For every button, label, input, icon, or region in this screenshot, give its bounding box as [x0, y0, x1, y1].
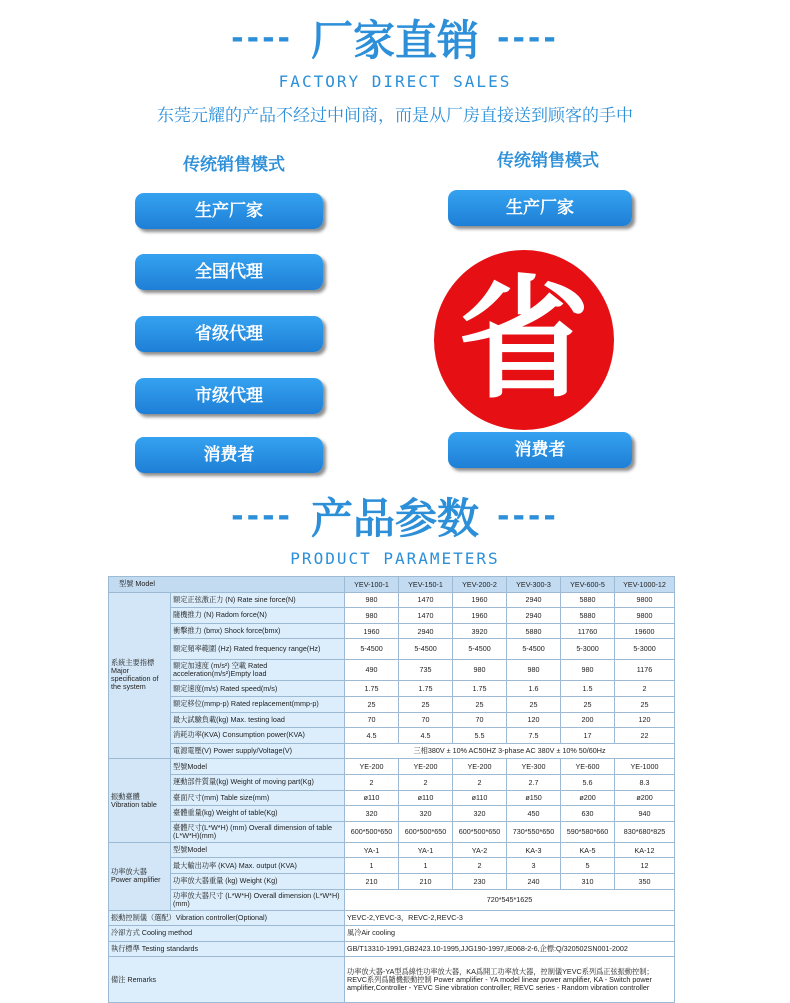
table-cell: 4.5	[399, 728, 453, 744]
table-cell: 630	[561, 806, 615, 822]
table-cell: YA-2	[453, 842, 507, 858]
model-header-cell: YEV-300-3	[507, 577, 561, 593]
table-cell: 1176	[615, 660, 675, 681]
table-cell: 5	[561, 858, 615, 874]
table-cell: ø200	[615, 790, 675, 806]
params-dash-left: ----	[231, 498, 293, 534]
table-cell: ø200	[561, 790, 615, 806]
table-cell: 730*550*650	[507, 821, 561, 842]
table-cell: 940	[615, 806, 675, 822]
table-cell: 25	[561, 696, 615, 712]
table-row	[109, 728, 675, 744]
left-item-city-agent: 市级代理	[135, 378, 323, 414]
table-cell: 1960	[453, 608, 507, 624]
power-value: 三相380V ± 10% AC50HZ 3-phase AC 380V ± 10% 50/60Hz	[345, 743, 675, 759]
table-cell: 2	[345, 774, 399, 790]
table-cell: ø150	[507, 790, 561, 806]
group3-label: 功率放大器 Power amplifier	[109, 842, 171, 910]
table-cell: 1470	[399, 608, 453, 624]
table-row	[109, 660, 675, 681]
table-cell: 22	[615, 728, 675, 744]
table-row	[109, 623, 675, 639]
param-label: 臺面尺寸(mm) Table size(mm)	[171, 790, 345, 806]
left-item-national-agent: 全国代理	[135, 254, 323, 290]
table-cell: KA-5	[561, 842, 615, 858]
heading-dash-left: ----	[231, 20, 293, 56]
table-cell: 490	[345, 660, 399, 681]
table-cell: 980	[345, 592, 399, 608]
table-row	[109, 774, 675, 790]
table-cell: YE-200	[345, 759, 399, 775]
remarks-label: 備注 Remarks	[109, 957, 345, 1003]
table-cell: ø110	[453, 790, 507, 806]
table-cell: YE-600	[561, 759, 615, 775]
param-label: 額定頻率範圍 (Hz) Rated frequency range(Hz)	[171, 639, 345, 660]
table-cell: 25	[507, 696, 561, 712]
factory-direct-heading	[0, 8, 790, 68]
table-cell: ø110	[345, 790, 399, 806]
table-cell: 5880	[561, 592, 615, 608]
model-header-cell: YEV-1000-12	[615, 577, 675, 593]
param-label: 功率放大器重量 (kg) Weight (Kg)	[171, 873, 345, 889]
table-row	[109, 957, 675, 1003]
table-row	[109, 821, 675, 842]
table-cell: 5-4500	[507, 639, 561, 660]
group1-label: 系統主要指標 Major specification of the system	[109, 592, 171, 759]
param-label: 額定正弦激正力 (N) Rate sine force(N)	[171, 592, 345, 608]
controller-value: YEVC-2,YEVC-3，REVC-2,REVC-3	[345, 910, 675, 926]
table-cell: 2	[453, 858, 507, 874]
table-row	[109, 941, 675, 957]
model-header-cell: YEV-600-5	[561, 577, 615, 593]
table-cell: 210	[399, 873, 453, 889]
table-cell: 600*500*650	[399, 821, 453, 842]
table-row	[109, 790, 675, 806]
model-header-cell: YEV-200-2	[453, 577, 507, 593]
spec-table-container	[108, 576, 674, 996]
table-cell: 1960	[345, 623, 399, 639]
table-cell: 210	[345, 873, 399, 889]
param-label: 額定加速度 (m/s²) 空載 Rated acceleration(m/s²)Empty load	[171, 660, 345, 681]
amp-dim-value: 720*545*1625	[345, 889, 675, 910]
table-row	[109, 842, 675, 858]
param-label: 最大試驗負載(kg) Max. testing load	[171, 712, 345, 728]
table-cell: KA-3	[507, 842, 561, 858]
table-row	[109, 873, 675, 889]
table-cell: 70	[399, 712, 453, 728]
param-label: 臺體重量(kg) Weight of table(Kg)	[171, 806, 345, 822]
table-cell: 5880	[507, 623, 561, 639]
table-cell: 5880	[561, 608, 615, 624]
remarks-value: 功率放大器-YA型爲線性功率放大器，KA爲開工功率放大器，控制儀YEVC系列爲正弦振動控制；REVC系列爲隨機振動控制 Power amplifier - YA model linear power amplifier, KA - Switch power amplifier,Controller - YEVC Sine vibration controller; REVC series - Random vibration controller	[345, 957, 675, 1003]
param-label: 運動部件質量(kg) Weight of moving part(Kg)	[171, 774, 345, 790]
table-cell: YE-200	[399, 759, 453, 775]
left-item-manufacturer: 生产厂家	[135, 193, 323, 229]
table-row	[109, 858, 675, 874]
table-header-row	[109, 577, 675, 593]
table-cell: 12	[615, 858, 675, 874]
param-label: 臺體尺寸(L*W*H) (mm) Overall dimension of table (L*W*H)(mm)	[171, 821, 345, 842]
table-cell: 1	[399, 858, 453, 874]
controller-label: 振動控制儀（選配）Vibration controller(Optional)	[109, 910, 345, 926]
table-cell: 2940	[399, 623, 453, 639]
table-cell: 1.75	[453, 681, 507, 697]
table-row	[109, 743, 675, 759]
table-cell: YA-1	[399, 842, 453, 858]
table-cell: 70	[345, 712, 399, 728]
cooling-value: 風冷Air cooling	[345, 926, 675, 942]
model-header-cell: YEV-100-1	[345, 577, 399, 593]
group2-label: 振動臺體 Vibration table	[109, 759, 171, 842]
standards-label: 執行標準 Testing standards	[109, 941, 345, 957]
param-label: 額定移位(mmp-p) Rated replacement(mmp-p)	[171, 696, 345, 712]
table-cell: 1.5	[561, 681, 615, 697]
spec-table	[108, 576, 675, 1003]
group2-body	[109, 759, 675, 842]
right-item-consumer: 消费者	[448, 432, 632, 468]
table-cell: 25	[345, 696, 399, 712]
table-row	[109, 806, 675, 822]
table-cell: KA-12	[615, 842, 675, 858]
param-label: 隨機推力 (N) Radom force(N)	[171, 608, 345, 624]
table-row	[109, 608, 675, 624]
table-cell: YE-1000	[615, 759, 675, 775]
table-cell: YE-300	[507, 759, 561, 775]
right-item-manufacturer: 生产厂家	[448, 190, 632, 226]
table-cell: 240	[507, 873, 561, 889]
table-row	[109, 592, 675, 608]
page-title: 厂家直销	[310, 16, 479, 65]
table-cell: 5-4500	[345, 639, 399, 660]
table-cell: 25	[615, 696, 675, 712]
table-cell: 8.3	[615, 774, 675, 790]
left-item-provincial-agent: 省级代理	[135, 316, 323, 352]
table-cell: 2	[615, 681, 675, 697]
table-cell: 5-3000	[615, 639, 675, 660]
table-cell: 9800	[615, 592, 675, 608]
param-label: 型號Model	[171, 759, 345, 775]
page-subtitle: FACTORY DIRECT SALES	[278, 72, 512, 91]
table-cell: 735	[399, 660, 453, 681]
cooling-label: 冷卻方式 Cooling method	[109, 926, 345, 942]
table-cell: 120	[615, 712, 675, 728]
table-cell: 17	[561, 728, 615, 744]
table-cell: 830*680*825	[615, 821, 675, 842]
table-cell: ø110	[399, 790, 453, 806]
table-cell: 2.7	[507, 774, 561, 790]
table-cell: 310	[561, 873, 615, 889]
model-header-cell: YEV-150-1	[399, 577, 453, 593]
right-column-heading: 传统销售模式	[497, 151, 599, 171]
table-cell: 450	[507, 806, 561, 822]
table-cell: 600*500*650	[345, 821, 399, 842]
table-cell: YE-200	[453, 759, 507, 775]
param-label: 消耗功率(KVA) Consumption power(KVA)	[171, 728, 345, 744]
table-cell: 5.6	[561, 774, 615, 790]
table-cell: 600*500*650	[453, 821, 507, 842]
standards-value: GB/T13310-1991,GB2423.10-1995,JJG190-1997,IE068-2-6,企標:Q/320502SN001-2002	[345, 941, 675, 957]
table-cell: 200	[561, 712, 615, 728]
table-cell: 230	[453, 873, 507, 889]
table-cell: 2940	[507, 608, 561, 624]
table-cell: 5-4500	[399, 639, 453, 660]
table-cell: 320	[345, 806, 399, 822]
table-cell: 980	[561, 660, 615, 681]
table-cell: 3	[507, 858, 561, 874]
param-label: 最大輸出功率 (KVA) Max. output (KVA)	[171, 858, 345, 874]
table-cell: 7.5	[507, 728, 561, 744]
model-header-label: 型號 Model	[109, 577, 345, 593]
table-cell: 70	[453, 712, 507, 728]
table-cell: 320	[453, 806, 507, 822]
param-label: 電源電壓(V) Power supply/Voltage(V)	[171, 743, 345, 759]
params-heading	[0, 486, 790, 546]
params-title: 产品参数	[310, 494, 479, 543]
table-cell: 980	[453, 660, 507, 681]
group1-body	[109, 592, 675, 759]
slogan: 东莞元耀的产品不经过中间商，而是从厂房直接送到顾客的手中	[157, 106, 633, 126]
table-cell: 4.5	[345, 728, 399, 744]
group3-body	[109, 842, 675, 910]
left-column-heading: 传统销售模式	[183, 155, 285, 175]
param-label: 型號Model	[171, 842, 345, 858]
table-cell: 1.75	[399, 681, 453, 697]
table-cell: 11760	[561, 623, 615, 639]
param-label: 功率放大器尺寸 (L*W*H) Overall dimension (L*W*H) (mm)	[171, 889, 345, 910]
table-cell: 1960	[453, 592, 507, 608]
heading-dash-right: ----	[497, 20, 559, 56]
table-cell: 350	[615, 873, 675, 889]
table-cell: 1.75	[345, 681, 399, 697]
table-row	[109, 712, 675, 728]
param-label: 衝擊推力 (bmx) Shock force(bmx)	[171, 623, 345, 639]
table-row	[109, 639, 675, 660]
table-cell: 19600	[615, 623, 675, 639]
table-cell: 25	[453, 696, 507, 712]
table-cell: 1	[345, 858, 399, 874]
table-cell: 1.6	[507, 681, 561, 697]
table-cell: 2940	[507, 592, 561, 608]
table-row	[109, 926, 675, 942]
table-row	[109, 759, 675, 775]
table-cell: 2	[453, 774, 507, 790]
table-row	[109, 889, 675, 910]
table-cell: 320	[399, 806, 453, 822]
table-cell: 25	[399, 696, 453, 712]
params-subtitle: PRODUCT PARAMETERS	[290, 549, 500, 568]
table-cell: 980	[507, 660, 561, 681]
table-cell: 1470	[399, 592, 453, 608]
table-cell: 2	[399, 774, 453, 790]
left-item-consumer: 消费者	[135, 437, 323, 473]
table-cell: 5-4500	[453, 639, 507, 660]
table-row	[109, 696, 675, 712]
params-dash-right: ----	[497, 498, 559, 534]
save-seal: 省	[434, 250, 614, 430]
table-cell: 5-3000	[561, 639, 615, 660]
table-row	[109, 910, 675, 926]
param-label: 額定速度(m/s) Rated speed(m/s)	[171, 681, 345, 697]
table-cell: 9800	[615, 608, 675, 624]
table-cell: 590*580*660	[561, 821, 615, 842]
table-cell: 3920	[453, 623, 507, 639]
table-cell: YA-1	[345, 842, 399, 858]
table-cell: 5.5	[453, 728, 507, 744]
table-row	[109, 681, 675, 697]
table-cell: 980	[345, 608, 399, 624]
table-cell: 120	[507, 712, 561, 728]
